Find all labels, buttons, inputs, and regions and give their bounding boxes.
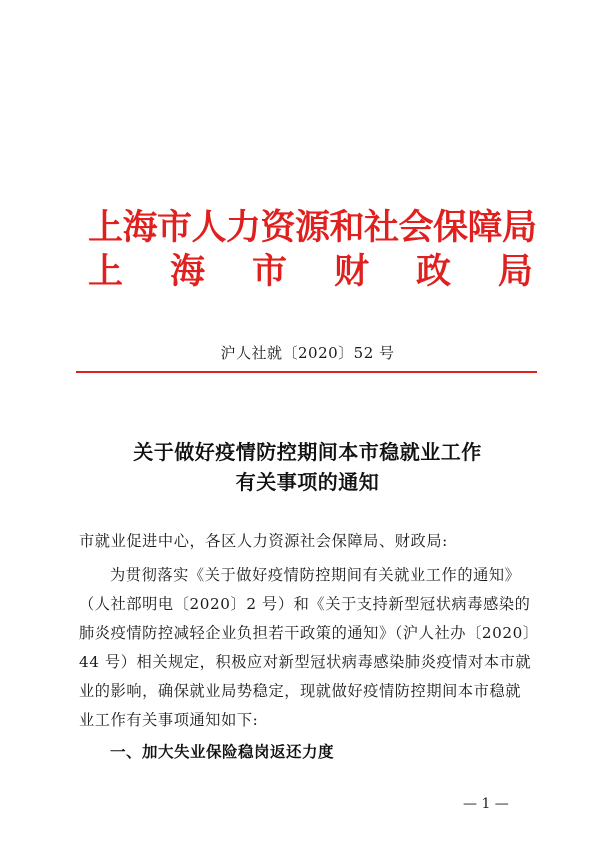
issuer-line-2 [88, 252, 533, 292]
red-divider [76, 371, 537, 373]
document-number: 沪人社就〔2020〕52 号 [220, 344, 395, 362]
paragraph-line: 为贯彻落实《关于做好疫情防控期间有关就业工作的通知》 [110, 566, 521, 584]
salutation: 市就业促进中心，各区人力资源社会保障局、财政局: [79, 532, 448, 550]
paragraph-line: 业工作有关事项通知如下: [79, 711, 259, 729]
issuer-2-char: 上 [88, 251, 124, 292]
page-number: — 1 — [463, 796, 509, 812]
issuer-2-char: 海 [169, 251, 205, 292]
paragraph-line: （人社部明电〔2020〕2 号）和《关于支持新型冠状病毒感染的 [79, 595, 531, 613]
issuer-2-char: 局 [497, 251, 533, 292]
paragraph-line: 肺炎疫情防控减轻企业负担若干政策的通知》（沪人社办〔2020〕 [79, 624, 539, 642]
body-paragraph [79, 561, 539, 735]
paragraph-line: 44 号）相关规定，积极应对新型冠状病毒感染肺炎疫情对本市就 [79, 653, 532, 671]
issuer-2-char: 市 [251, 251, 287, 292]
paragraph-line: 业的影响，确保就业局势稳定，现就做好疫情防控期间本市稳就 [79, 682, 522, 700]
title-line-2: 有关事项的通知 [235, 470, 380, 494]
title-line-1: 关于做好疫情防控期间本市稳就业工作 [133, 440, 482, 464]
issuer-line-1: 上海市人力资源和社会保障局 [88, 207, 537, 248]
issuer-2-char: 政 [415, 251, 451, 292]
section-heading: 一、加大失业保险稳岗返还力度 [110, 743, 335, 761]
issuer-2-char: 财 [333, 251, 369, 292]
